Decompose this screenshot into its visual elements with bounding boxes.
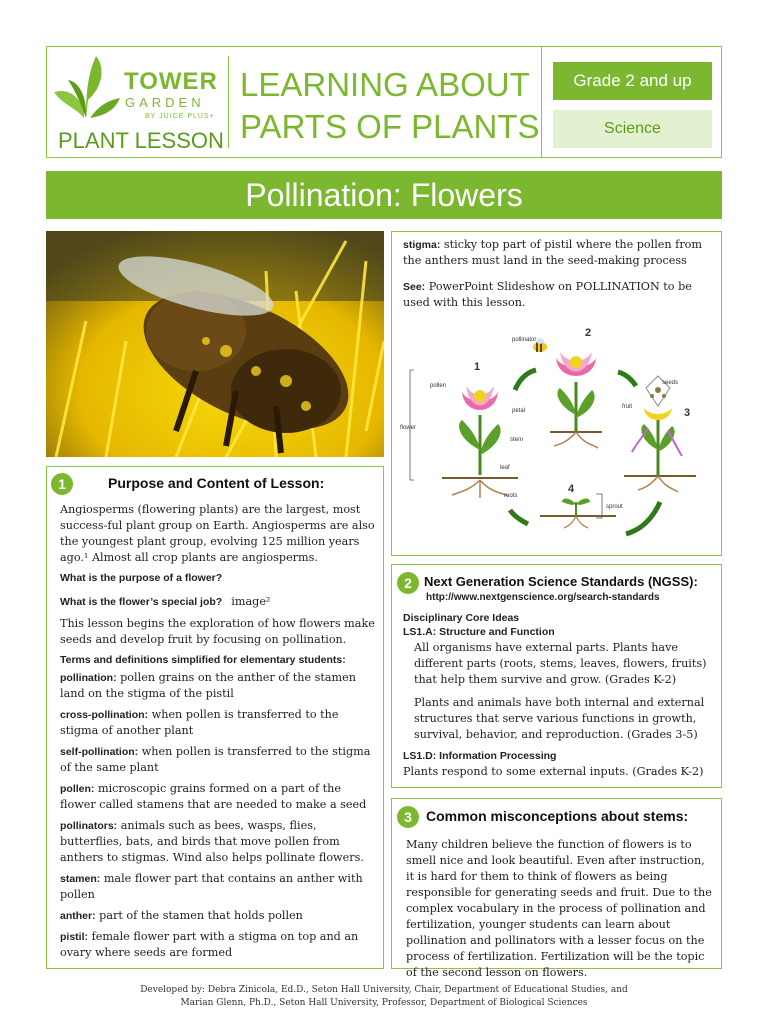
sprout-stage-4 — [540, 494, 616, 528]
footer-line-2: Marian Glenn, Ph.D., Seton Hall University, Professor, Department of Biological Sciences — [180, 998, 588, 1008]
term-item — [60, 908, 375, 924]
term-label: pistil: — [60, 931, 88, 943]
grade-badge: Grade 2 and up — [553, 62, 712, 100]
ls1a-heading: LS1.A: Structure and Function — [403, 626, 555, 638]
ngss-link[interactable]: http://www.nextgenscience.org/search-standards — [426, 592, 660, 603]
subject-badge: Science — [553, 110, 712, 148]
term-definition: when pollen is transferred to the stigma of the same plant — [60, 745, 371, 774]
label-pollen: pollen — [430, 383, 447, 389]
label-roots: roots — [504, 493, 518, 499]
footer-credits — [100, 984, 668, 1010]
terms-list — [60, 670, 375, 961]
term-definition: pollen grains on the anther of the stamen land on the stigma of the pistil — [60, 671, 356, 700]
label-flower: flower — [400, 425, 417, 431]
brand-tower: TOWER — [124, 68, 218, 95]
label-seeds: seeds — [662, 380, 679, 386]
page-title — [240, 64, 540, 148]
term-definition: when pollen is transferred to the stigma of another plant — [60, 708, 339, 737]
term-label: self-pollination: — [60, 746, 139, 758]
misconceptions-paragraph: Many children believe the function of flowers is to smell nice and look beautiful. Even after instruction, it is hard for them to think of flowers as being responsible for generating seeds and fruit. Due to the complex vocabulary in the process of pollination and fertilization, younger students can learn about pollination and pollinators with a lesser focus on the process of fertilization. Fertilization will be the topic of the second lesson on flowers. — [406, 838, 712, 979]
brand-garden: GARDEN — [125, 95, 205, 110]
see-note — [403, 279, 715, 311]
arrow-icon — [510, 510, 528, 524]
term-definition: female flower part with a stigma on top and an ovary where seeds are formed — [60, 930, 359, 959]
header-divider — [541, 46, 542, 158]
section-heading: Purpose and Content of Lesson: — [108, 475, 325, 491]
term-definition: microscopic grains formed on a part of the flower called stamens that are needed to make a seed — [60, 782, 367, 811]
section-number: 2 — [397, 572, 419, 594]
section-purpose-body — [60, 502, 375, 966]
term-label: stigma: — [403, 239, 441, 251]
intro-paragraph: Angiosperms (flowering plants) are the largest, most success-ful plant group on Earth. Angiosperms are also the youngest plant group, evolving 125 million years ago.¹ Almost all crop plants are angiosperms. — [60, 503, 375, 564]
term-definition: animals such as bees, wasps, flies, butterflies, bats, and birds that move pollen from anthers to stigmas. Wind also helps pollinate flowers. — [60, 819, 364, 864]
label-pollinator: pollinator — [512, 337, 537, 343]
term-label: pollinators: — [60, 820, 118, 832]
term-item — [60, 871, 375, 903]
term-definition: part of the stamen that holds pollen — [99, 909, 303, 922]
term-label: cross-pollination: — [60, 709, 149, 721]
question-special-job — [60, 590, 375, 610]
pollination-diagram — [400, 320, 716, 548]
stage-number: 3 — [684, 407, 691, 419]
ls1a-paragraph-1: All organisms have external parts. Plants have different parts (roots, stems, leaves, flowers, fruits) that help them survive and grow. (Grades K-2) — [414, 641, 707, 686]
stigma-definition — [403, 237, 715, 269]
term-label: stamen: — [60, 873, 101, 885]
footer-line-1: Developed by: Debra Zinicola, Ed.D., Seton Hall University, Chair, Department of Educational Studies, and — [140, 985, 628, 995]
flower-stage-1 — [442, 386, 518, 498]
term-label: anther: — [60, 910, 96, 922]
title-line-1: LEARNING ABOUT — [240, 66, 530, 103]
section-number: 1 — [51, 473, 73, 495]
arrow-icon — [626, 502, 660, 534]
bee-flower-photo — [46, 231, 384, 457]
question-purpose: What is the purpose of a flower? — [60, 572, 223, 584]
flower-stage-2 — [550, 352, 602, 448]
ls1d-paragraph: Plants respond to some external inputs. (Grades K-2) — [403, 765, 704, 778]
brand-juice: BY JUICE PLUS+ — [145, 113, 215, 120]
section-heading: Next Generation Science Standards (NGSS): — [424, 574, 698, 589]
bee-photo-illustration — [46, 231, 384, 457]
explore-paragraph: This lesson begins the exploration of how flowers make seeds and develop fruit by focusing on pollination. — [60, 617, 375, 646]
stage-number: 2 — [585, 327, 592, 339]
lesson-banner: Pollination: Flowers — [46, 171, 722, 219]
ngss-body — [403, 612, 715, 780]
label-petal: petal — [512, 408, 526, 414]
label-leaf: leaf — [500, 465, 510, 471]
arrow-icon — [515, 370, 536, 390]
section-number: 3 — [397, 806, 419, 828]
term-item — [60, 670, 375, 702]
title-line-2: PARTS OF PLANTS — [240, 108, 540, 145]
term-label: pollination: — [60, 672, 117, 684]
flower-stage-3 — [624, 376, 696, 492]
stigma-definition-block — [403, 237, 715, 311]
image-note: image² — [231, 595, 271, 608]
header-divider — [228, 56, 229, 148]
leaf-logo-icon — [52, 52, 122, 124]
terms-heading: Terms and definitions simplified for elementary students: — [60, 654, 346, 666]
stage-number: 1 — [474, 361, 481, 373]
label-stem: stem — [510, 437, 524, 443]
label-sprout: sprout — [606, 504, 623, 510]
term-item — [60, 707, 375, 739]
term-item — [60, 929, 375, 961]
ls1d-heading: LS1.D: Information Processing — [403, 750, 557, 762]
arrow-icon — [618, 372, 636, 386]
see-text: PowerPoint Slideshow on POLLINATION to be used with this lesson. — [403, 280, 692, 309]
section-heading: Common misconceptions about stems: — [426, 808, 689, 824]
label-fruit: fruit — [622, 404, 633, 410]
term-item — [60, 818, 375, 866]
term-definition: male flower part that contains an anther with pollen — [60, 872, 363, 901]
stage-number: 4 — [568, 483, 575, 495]
term-item — [60, 781, 375, 813]
term-item — [60, 744, 375, 776]
question-special-job-text: What is the flower’s special job? — [60, 596, 223, 608]
term-label: pollen: — [60, 783, 95, 795]
dci-heading: Disciplinary Core Ideas — [403, 612, 520, 624]
see-label: See: — [403, 281, 426, 293]
term-definition: sticky top part of pistil where the pollen from the anthers must land in the seed-making process — [403, 238, 703, 267]
ls1a-paragraph-2: Plants and animals have both internal and external structures that serve various functions in growth, survival, behavior, and reproduction. (Grades 3-5) — [414, 696, 705, 741]
plant-lesson-label: PLANT LESSON — [58, 128, 224, 153]
